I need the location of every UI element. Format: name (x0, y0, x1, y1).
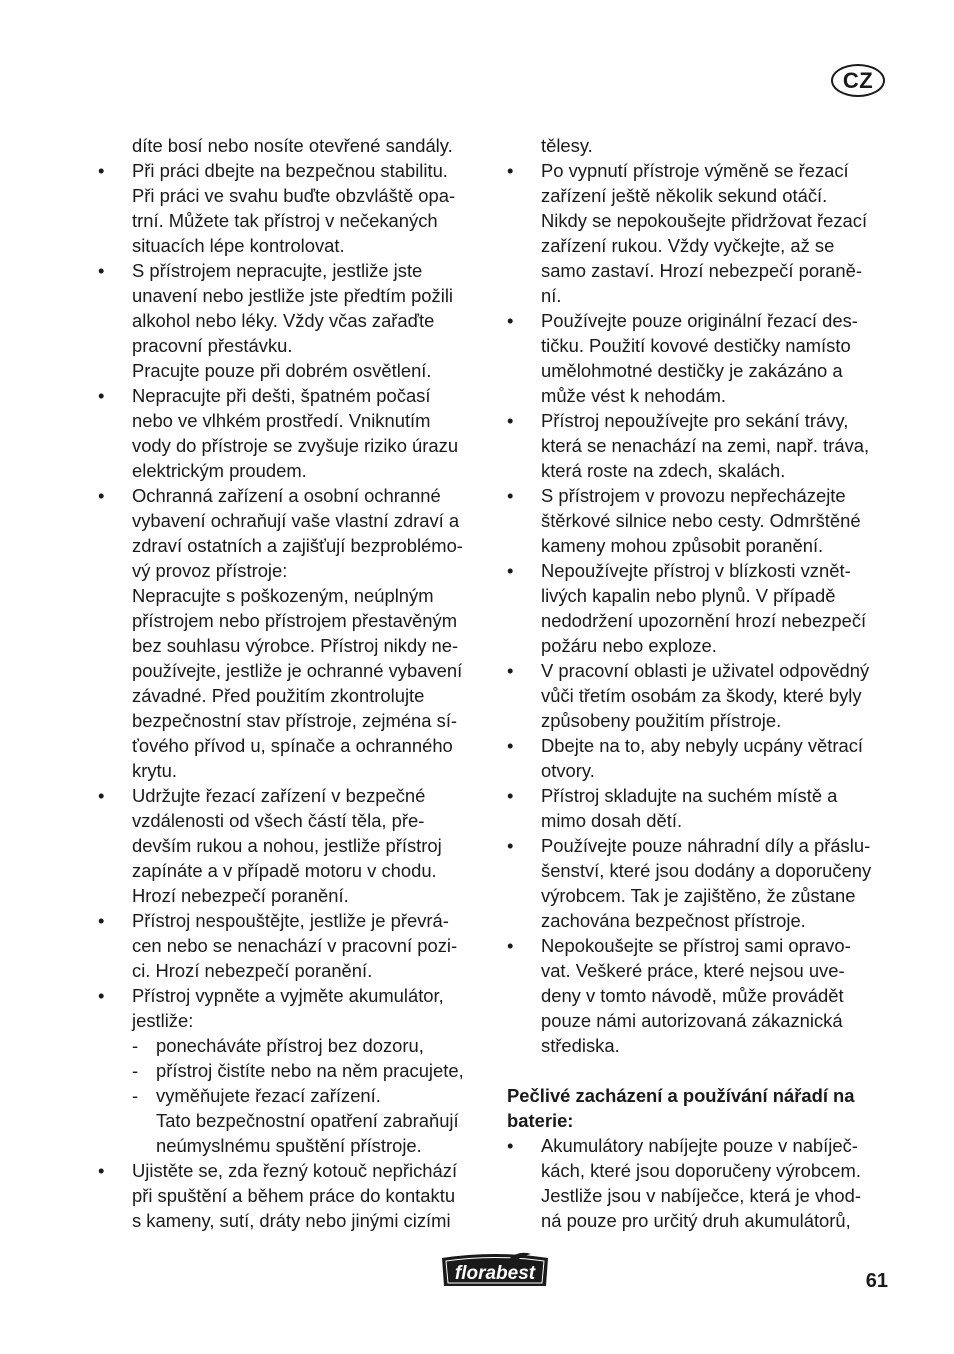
bullet-item: • V pracovní oblasti je uživatel odpovědný (507, 658, 891, 683)
language-badge (831, 64, 885, 97)
bullet-item: • Nepokoušejte se přístroj sami opravo- (507, 933, 891, 958)
dash-item: - ponecháváte přístroj bez dozoru, (98, 1033, 482, 1058)
bullet-item: • Udržujte řezací zařízení v bezpečné (98, 783, 482, 808)
bullet-item: • Akumulátory nabíjejte pouze v nabíječ- (507, 1133, 891, 1158)
bullet-item: • Nepoužívejte přístroj v blízkosti vznět- (507, 558, 891, 583)
bullet-item: • Přístroj skladujte na suchém místě a (507, 783, 891, 808)
dash-item: - vyměňujete řezací zařízení. (98, 1083, 482, 1108)
bullet-item: • Používejte pouze originální řezací des- (507, 308, 891, 333)
bullet-item: • Přístroj nespouštějte, jestliže je převrá- (98, 908, 482, 933)
bullet-item: • Nepracujte při dešti, špatném počasí (98, 383, 482, 408)
florabest-logo (439, 1252, 551, 1288)
page-number: 61 (865, 1270, 888, 1292)
section-heading: Pečlivé zacházení a používání nářadí na (507, 1085, 855, 1106)
bullet-item: • Přístroj vypněte a vyjměte akumulátor, (98, 983, 482, 1008)
text-line: tělesy. (541, 135, 593, 156)
logo-text: florabest (454, 1263, 536, 1284)
dash-item: - přístroj čistíte nebo na něm pracujete, (98, 1058, 482, 1083)
text-line: díte bosí nebo nosíte otevřené sandály. (132, 135, 453, 156)
bullet-item: • Při práci dbejte na bezpečnou stabilitu. (98, 158, 482, 183)
bullet-item: • Po vypnutí přístroje výměně se řezací (507, 158, 891, 183)
bullet-item: • Ochranná zařízení a osobní ochranné (98, 483, 482, 508)
language-code: CZ (842, 67, 874, 93)
logo-shape (439, 1252, 551, 1288)
bullet-item: • Ujistěte se, zda řezný kotouč nepřichází (98, 1158, 482, 1183)
bullet-item: • Přístroj nepoužívejte pro sekání trávy, (507, 408, 891, 433)
bullet-item: • Dbejte na to, aby nebyly ucpány větrací (507, 733, 891, 758)
left-column: díte bosí nebo nosíte otevřené sandály. • Při práci dbejte na bezpečnou stabilitu. Při práci ve svahu buďte obzvláště opa- trní. Můžete tak přístroj v nečekaných situacích lépe kontrolovat. • S přístrojem nepracujte, jestliže jste unavení nebo jestliže jste předtím požili alkohol nebo léky. Vždy včas zařaďte pracovní přestávku. Pracujte pouze při dobrém osvětlení. • Nepracujte při dešti, špatném počasí nebo ve vlhkém prostředí. Vniknutím vody do přístroje se zvyšuje riziko úrazu elektrickým proudem. • Ochranná zařízení a osobní ochranné vybavení ochraňují vaše vlastní zdraví a zdraví ostatních a zajišťují bezproblémo- vý provoz přístroje: Nepracujte s poškozeným, neúplným přístrojem nebo přístrojem přestavěným bez souhlasu výrobce. Přístroj nikdy ne- používejte, jestliže je ochranné vybavení závadné. Před použitím zkontrolujte bezpečnostní stav přístroje, zejména sí- ťového přívod u, spínače a ochranného krytu. • Udržujte řezací zařízení v bezpečné vzdálenosti od všech částí těla, pře- devším rukou a nohou, jestliže přístroj zapínáte a v případě motoru v chodu. Hrozí nebezpečí poranění. • Přístroj nespouštějte, jestliže je převrá- cen nebo se nenachází v pracovní pozi- ci. Hrozí nebezpečí poranění. • Přístroj vypněte a vyjměte akumulátor, jestliže: - ponecháváte přístroj bez dozoru, - přístroj čistíte nebo na něm pracujete, - vyměňujete řezací zařízení. Tato bezpečnostní opatření zabraňují neúmyslnému spuštění přístroje. • Ujistěte se, zda řezný kotouč nepřichází při spuštění a během práce do kontaktu s kameny, sutí, dráty nebo jinými cizími (98, 133, 482, 1233)
section-heading: baterie: (507, 1110, 574, 1131)
bullet-item: • S přístrojem nepracujte, jestliže jste (98, 258, 482, 283)
spacer (507, 1058, 891, 1083)
bullet-item: • S přístrojem v provozu nepřecházejte (507, 483, 891, 508)
right-column: tělesy. • Po vypnutí přístroje výměně se řezací zařízení ještě několik sekund otáčí. Nikdy se nepokoušejte přidržovat řezací zařízení rukou. Vždy vyčkejte, až se samo zastaví. Hrozí nebezpečí poraně- ní. • Používejte pouze originální řezací des- tičku. Použití kovové destičky namísto umělohmotné destičky je zakázáno a může vést k nehodám. • Přístroj nepoužívejte pro sekání trávy, která se nenachází na zemi, např. tráva, která roste na zdech, skalách. • S přístrojem v provozu nepřecházejte štěrkové silnice nebo cesty. Odmrštěné kameny mohou způsobit poranění. • Nepoužívejte přístroj v blízkosti vznět- livých kapalin nebo plynů. V případě nedodržení upozornění hrozí nebezpečí požáru nebo exploze. • V pracovní oblasti je uživatel odpovědný vůči třetím osobám za škody, které byly způsobeny použitím přístroje. • Dbejte na to, aby nebyly ucpány větrací otvory. • Přístroj skladujte na suchém místě a mimo dosah dětí. • Používejte pouze náhradní díly a přáslu- šenství, které jsou dodány a doporučeny výrobcem. Tak je zajištěno, že zůstane zachována bezpečnost přístroje. • Nepokoušejte se přístroj sami opravo- vat. Veškeré práce, které nejsou uve- deny v tomto návodě, může provádět pouze námi autorizovaná zákaznická střediska. Pečlivé zacházení a používání nářadí na baterie: • Akumulátory nabíjejte pouze v nabíječ- kách, které jsou doporučeny výrobcem. Jestliže jsou v nabíječce, která je vhod- ná pouze pro určitý druh akumulátorů, (507, 133, 891, 1233)
bullet-item: • Používejte pouze náhradní díly a přáslu- (507, 833, 891, 858)
